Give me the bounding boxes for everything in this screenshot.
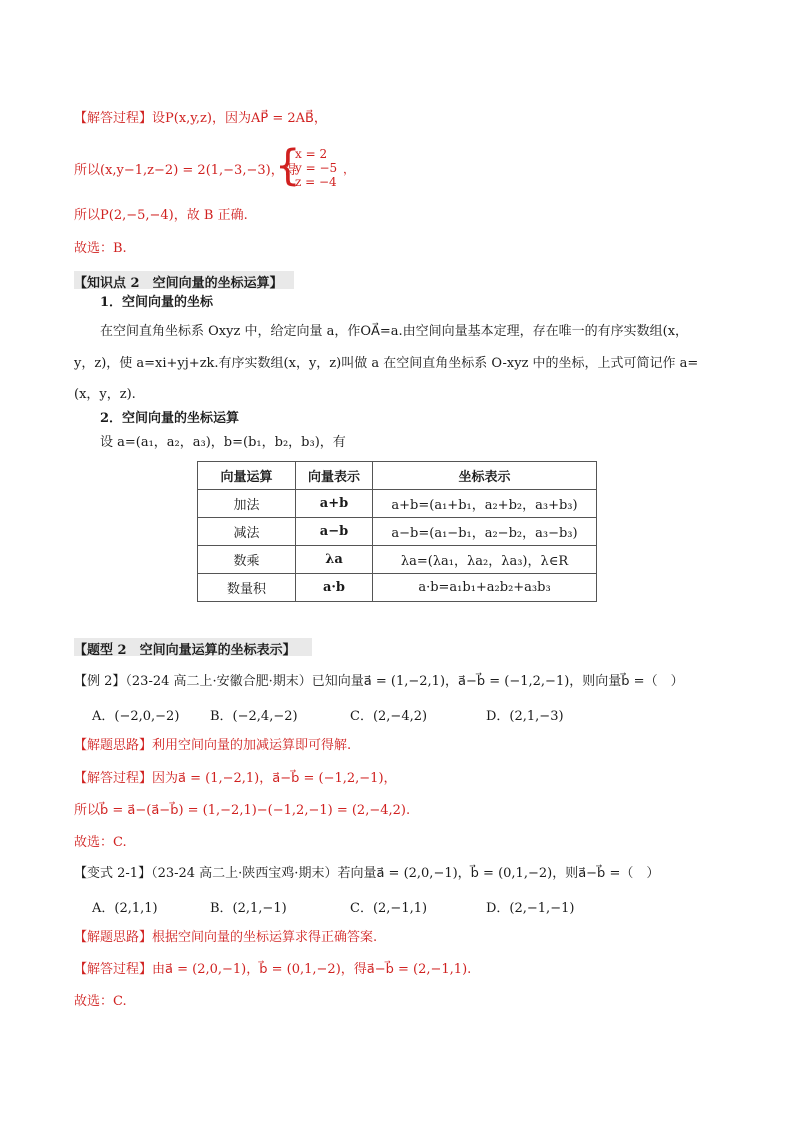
knowledge-paragraph-line-2: y，z)，使 a=xi+yj+zk.有序实数组(x，y，z)叫做 a 在空间直角坐标系 O-xyz 中的坐标，上式可简记作 a= [74, 356, 699, 371]
table-header-cell: 向量表示 [296, 462, 373, 490]
system-eq-y: y = −5 [295, 161, 338, 175]
variant-option-d: D．(2,−1,−1) [486, 901, 575, 916]
table-cell: 数量积 [198, 574, 296, 602]
solution-answer: 故选：B. [74, 241, 127, 256]
table-row [198, 546, 597, 574]
knowledge-paragraph-line-3: (x，y，z). [74, 387, 136, 402]
table-cell: a−b [296, 518, 373, 546]
table-cell: a−b=(a₁−b₁，a₂−b₂，a₃−b₃) [373, 518, 597, 546]
system-eq-z: z = −4 [295, 175, 337, 189]
solution-process-line: 【解答过程】设P(x,y,z)，因为AP⃗ = 2AB⃗， [74, 111, 327, 126]
table-cell: a+b=(a₁+b₁，a₂+b₂，a₃+b₃) [373, 490, 597, 518]
table-row [198, 574, 597, 602]
variant-question: 【变式 2-1】（23-24 高二上·陕西宝鸡·期末）若向量a⃗ = (2,0,−1)，b⃗ = (0,1,−2)，则a⃗−b⃗ =（ ） [74, 866, 660, 881]
table-cell: 加法 [198, 490, 296, 518]
type2-heading: 【题型 2 空间向量运算的坐标表示】 [74, 643, 296, 658]
example-option-a: A．(−2,0,−2) [92, 709, 180, 724]
variant-option-b: B．(2,1,−1) [210, 901, 287, 916]
variant-option-c: C．(2,−1,1) [350, 901, 428, 916]
knowledge-heading: 【知识点 2 空间向量的坐标运算】 [74, 276, 283, 291]
table-cell: λa=(λa₁，λa₂，λa₃)，λ∈R [373, 546, 597, 574]
table-header-row [198, 462, 597, 490]
table-cell: 数乘 [198, 546, 296, 574]
system-comma: ， [343, 162, 356, 176]
solution-equation-line [74, 162, 297, 180]
table-cell: λa [296, 546, 373, 574]
left-brace-icon: { [275, 141, 301, 191]
example-option-c: C．(2,−4,2) [350, 709, 428, 724]
variant-option-a: A．(2,1,1) [92, 901, 158, 916]
knowledge-paragraph-line-1: 在空间直角坐标系 Oxyz 中，给定向量 a，作OA⃗=a.由空间向量基本定理，存在唯一的有序实数组(x， [100, 324, 689, 339]
table-row [198, 490, 597, 518]
knowledge-paragraph-2: 设 a=(a₁，a₂，a₃)，b=(b₁，b₂，b₃)，有 [100, 435, 346, 450]
table-cell: a+b [296, 490, 373, 518]
vector-operations-table [197, 461, 597, 602]
example-process-1: 【解答过程】因为a⃗ = (1,−2,1)，a⃗−b⃗ = (−1,2,−1)， [74, 771, 397, 786]
knowledge-subheading-2: 2．空间向量的坐标运算 [100, 411, 240, 426]
variant-idea: 【解题思路】根据空间向量的坐标运算求得正确答案. [74, 930, 378, 945]
example-question: 【例 2】（23-24 高二上·安徽合肥·期末）已知向量a⃗ = (1,−2,1)，a⃗−b⃗ = (−1,2,−1)，则向量b⃗ =（ ） [74, 674, 684, 689]
equation-system [275, 141, 356, 191]
example-option-d: D．(2,1,−3) [486, 709, 564, 724]
example-option-b: B．(−2,4,−2) [210, 709, 298, 724]
table-header-cell: 坐标表示 [373, 462, 597, 490]
system-eq-x: x = 2 [295, 147, 328, 161]
table-cell: a·b [296, 574, 373, 602]
variant-process: 【解答过程】由a⃗ = (2,0,−1)，b⃗ = (0,1,−2)，得a⃗−b⃗ = (2,−1,1). [74, 962, 472, 977]
example-idea: 【解题思路】利用空间向量的加减运算即可得解. [74, 738, 352, 753]
table-cell: a·b=a₁b₁+a₂b₂+a₃b₃ [373, 574, 597, 602]
example-process-2: 所以b⃗ = a⃗−(a⃗−b⃗) = (1,−2,1)−(−1,2,−1) = (2,−4,2). [74, 803, 411, 818]
solution-equation-pre: 所以(x,y−1,z−2) = 2(1,−3,−3)，得 [74, 163, 297, 178]
variant-answer: 故选：C. [74, 994, 127, 1009]
knowledge-subheading-1: 1．空间向量的坐标 [100, 295, 214, 310]
table-header-cell: 向量运算 [198, 462, 296, 490]
table-cell: 减法 [198, 518, 296, 546]
solution-conclusion: 所以P(2,−5,−4)，故 B 正确. [74, 208, 248, 223]
table-row [198, 518, 597, 546]
example-answer: 故选：C. [74, 835, 127, 850]
